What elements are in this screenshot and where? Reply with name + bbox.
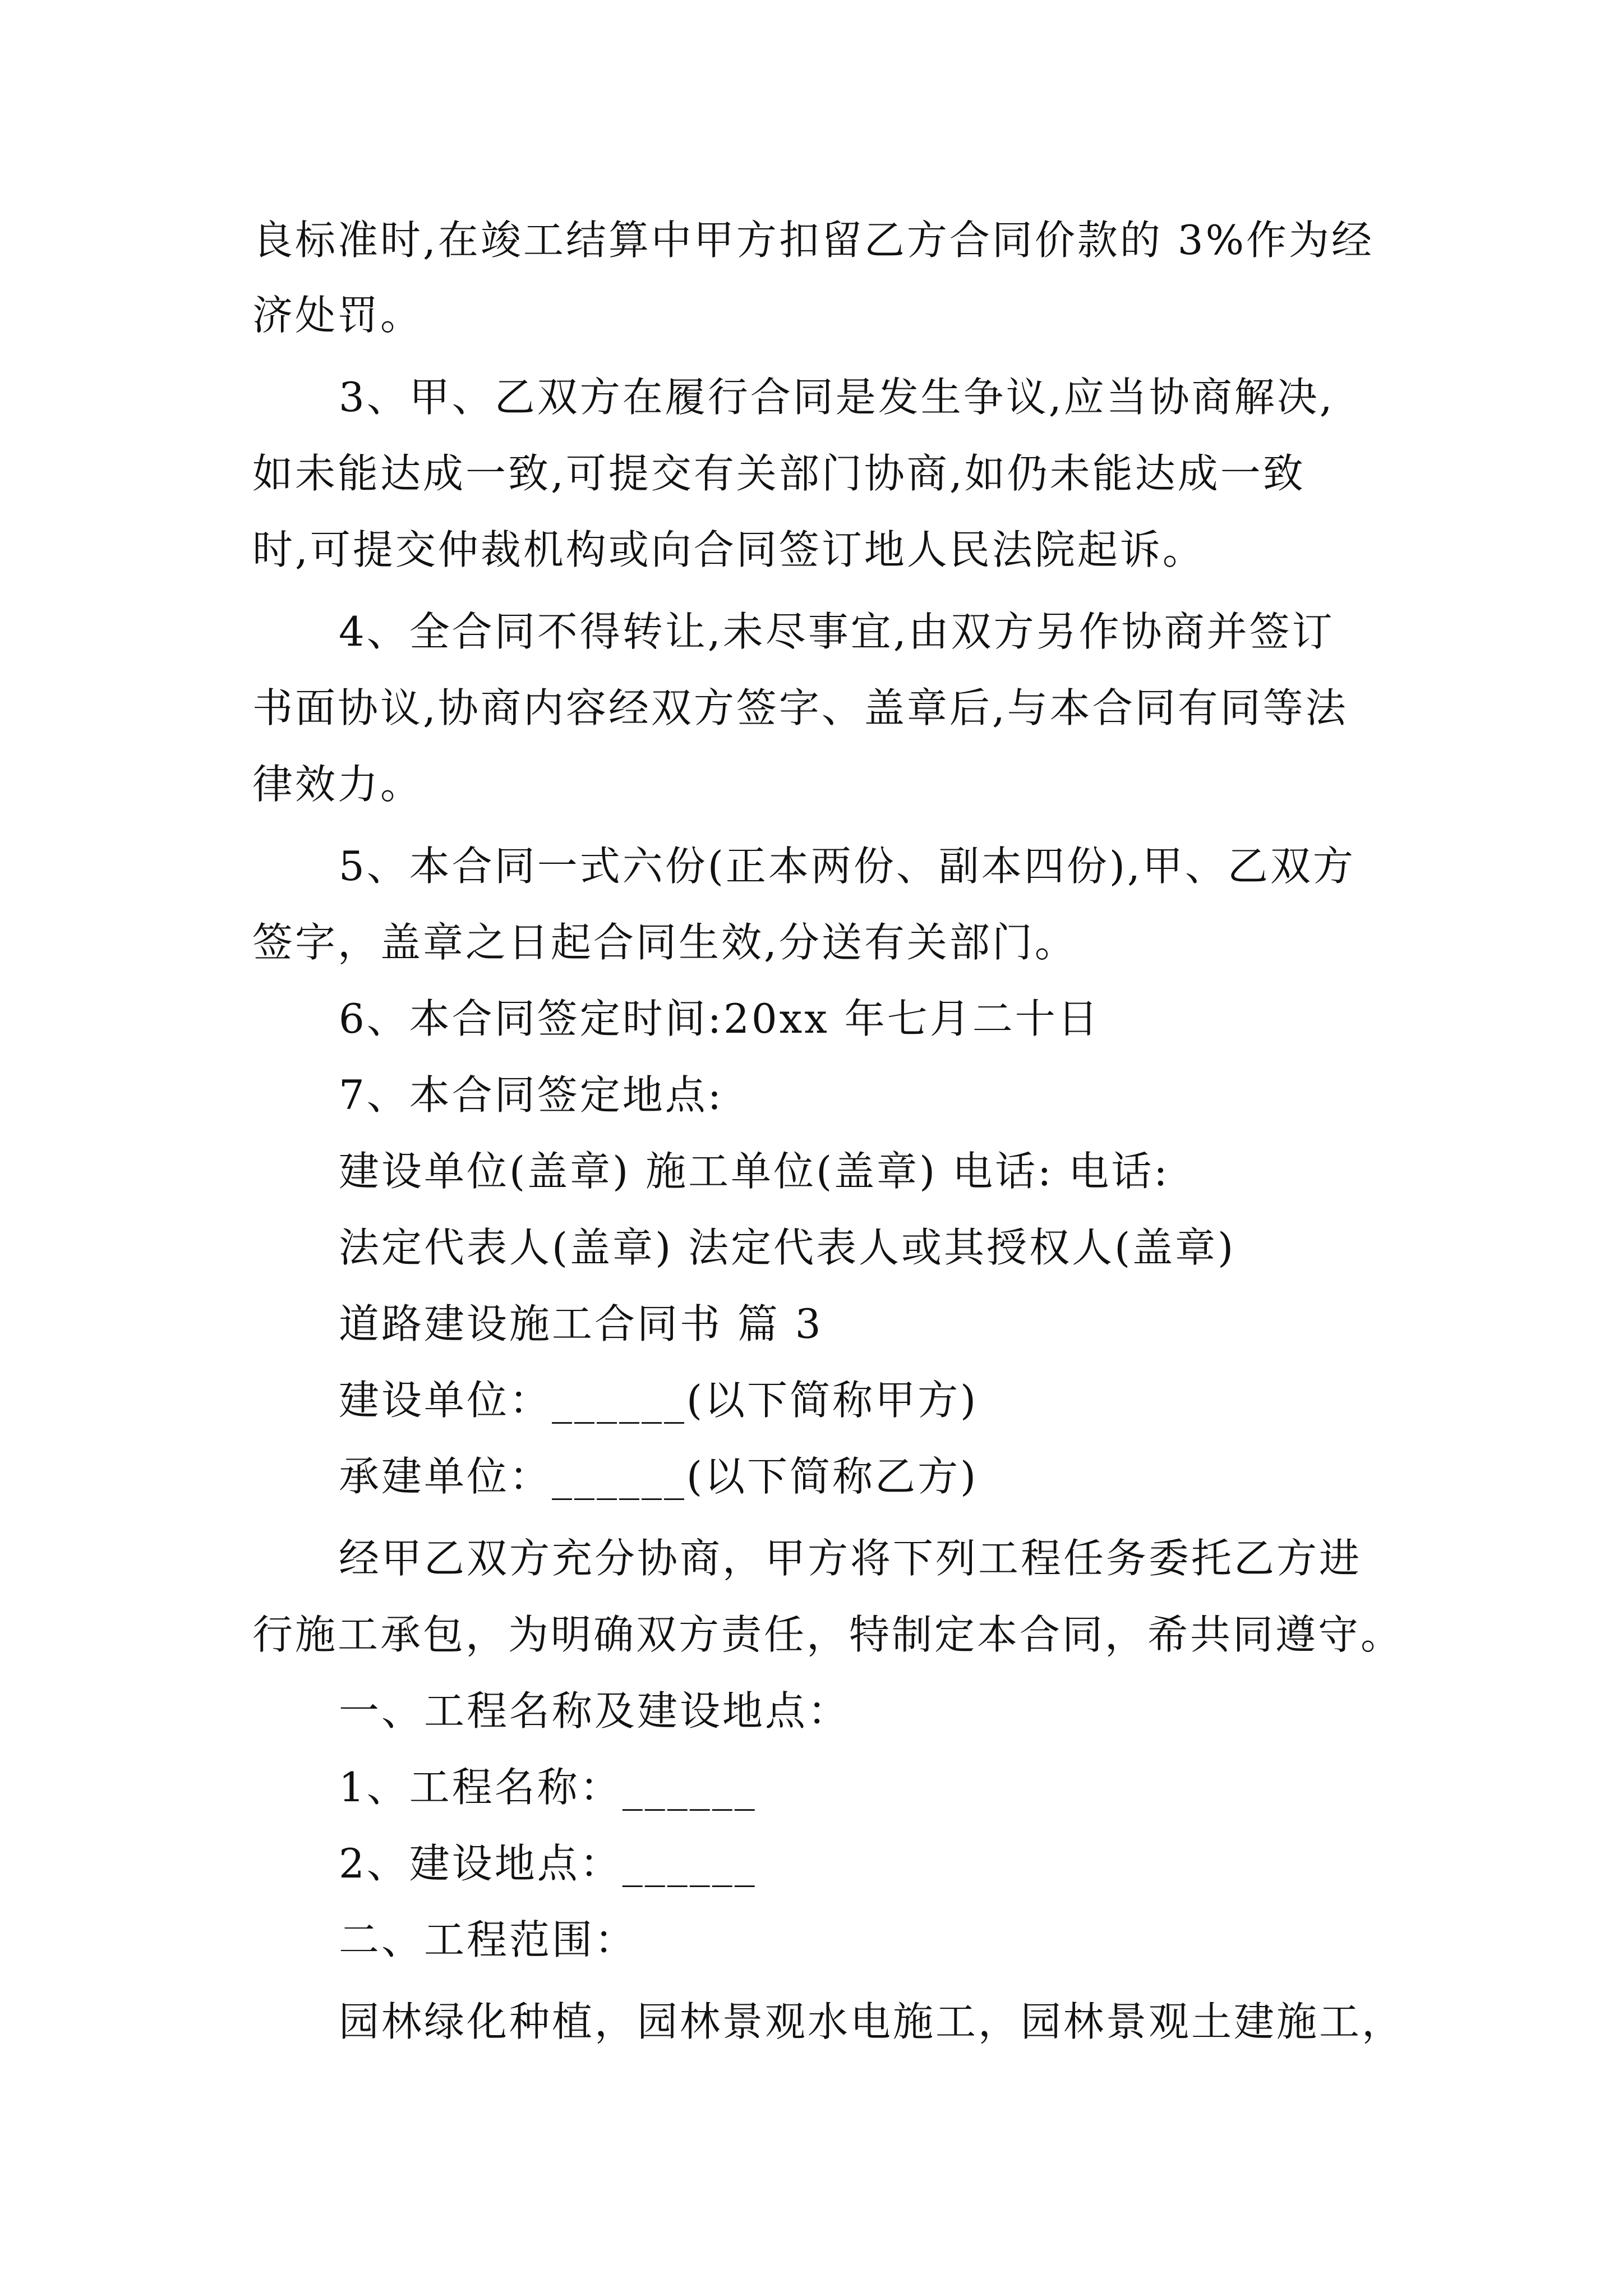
text-line: 5、本合同一式六份(正本两份、副本四份),甲、乙双方 xyxy=(339,843,1355,890)
section-heading: 道路建设施工合同书 篇 3 xyxy=(339,1300,823,1347)
text-line: 时,可提交仲裁机构或向合同签订地人民法院起诉。 xyxy=(252,526,1205,573)
text-line: 7、本合同签定地点: xyxy=(339,1071,724,1119)
text-line: 3、甲、乙双方在履行合同是发生争议,应当协商解决, xyxy=(339,374,1335,421)
text-line: 2、建设地点：______ xyxy=(339,1840,757,1887)
text-line: 1、工程名称：______ xyxy=(339,1764,757,1811)
text-line: 济处罚。 xyxy=(252,292,423,339)
text-line: 如未能达成一致,可提交有关部门协商,如仍未能达成一致 xyxy=(252,450,1306,497)
text-line: 园林绿化种植，园林景观水电施工，园林景观土建施工， xyxy=(339,1998,1405,2045)
text-line: 建设单位：______(以下简称甲方) xyxy=(339,1377,979,1424)
text-line: 经甲乙双方充分协商，甲方将下列工程任务委托乙方进 xyxy=(339,1535,1362,1582)
text-line: 良标准时,在竣工结算中甲方扣留乙方合同价款的 3%作为经 xyxy=(252,217,1374,264)
text-line: 一、工程名称及建设地点： xyxy=(339,1687,851,1734)
text-line: 书面协议,协商内容经双方签字、盖章后,与本合同有同等法 xyxy=(252,684,1348,731)
text-line: 承建单位：______(以下简称乙方) xyxy=(339,1453,979,1500)
text-line: 律效力。 xyxy=(252,761,423,808)
text-line: 法定代表人(盖章) 法定代表人或其授权人(盖章) xyxy=(339,1224,1236,1271)
text-line: 签字，盖章之日起合同生效,分送有关部门。 xyxy=(252,919,1077,966)
text-line: 行施工承包，为明确双方责任，特制定本合同，希共同遵守。 xyxy=(252,1611,1404,1658)
text-line: 二、工程范围： xyxy=(339,1916,638,1963)
text-line: 6、本合同签定时间:20xx 年七月二十日 xyxy=(339,995,1100,1042)
text-line: 4、全合同不得转让,未尽事宜,由双方另作协商并签订 xyxy=(339,608,1335,655)
text-line: 建设单位(盖章) 施工单位(盖章) 电话: 电话: xyxy=(339,1148,1170,1195)
